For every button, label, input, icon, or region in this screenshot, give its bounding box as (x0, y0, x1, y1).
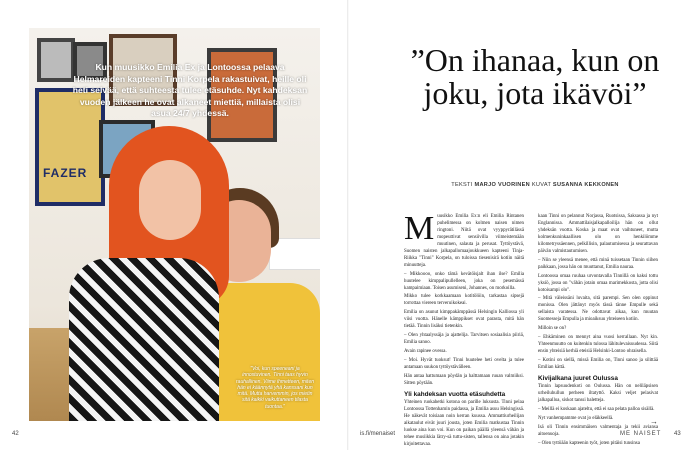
article-subheading: Yli kahdeksan vuotta etäsuhdetta (404, 390, 506, 398)
article-paragraph: Milloin se on? (538, 326, 567, 332)
article-paragraph: – Meillä ei koskaan ajateltu, että ei saa pelata palloa sisällä. (538, 406, 655, 412)
byline (404, 182, 666, 188)
article-paragraph: – Kotini on siellä, missä Emilia on, Tinni sanoo ja silittää Emilian kättä. (538, 358, 658, 371)
byline-photo-label: KUVAT (531, 182, 552, 188)
person-1-zebra-dress (69, 258, 219, 421)
article-paragraph: – Niin se yleensä menee, että minä tuissetaan Tinnin siihen paikkaan, jossa hän on muuttanut, Emilia nauraa. (538, 257, 658, 270)
wall-poster-text: FAZER (43, 166, 88, 180)
footer-url: is.fi/menaiset (360, 431, 396, 437)
article-paragraph: kaan Tinni on pelannut Norjassa, Ruotsissa, Saksassa ja nyt Englannissa. Ammattilaisjalkapalloilija hän on ollut yhdeksän vuotta. Koska ja maat ovat vaihtuneet, mutta kolmenkuninkaallisen olo on henkilömme kilometryssäennen, pelkillisin, palautumisessa ja seurattavan päivän valmistautumisen. (538, 214, 658, 254)
article-paragraph: – Ehkäminen on mennyt aina vuosi kerrallaan. Nyt kin. Yhteenmuutto on kuitenkin tulossa lähitulevaisuudessa. Siitä ensin yhteisiä kerhiä eteisiä Helsinki-Lontoo ohraisella. (538, 335, 658, 355)
page-gutter (347, 0, 349, 450)
article-paragraph: Nyt vanhempamme ovat jo eläkkeellä. (538, 415, 614, 421)
drop-cap: M (404, 210, 435, 247)
article-paragraph: Lontoossa omaa ruuhaa urvontavalla Tinnillä on kaksi tottu yksiö, jossa on "vähän jotain omaa marimekkosta, jotta olisi kotoisampi olo". (538, 273, 658, 293)
article-paragraph: Yhteinen ruokahetki kotona on parille luksusta. Tinni pelaa Lontoossa Tottenhamin paidassa, ja Emilia asuu Helsingissä. He näkevät toisiaan noin kerran kuussa. Ammattiurheilijan aikataulut eivät juuri jousta, joten Emilia matkustaa Tinnin luokse aina kun voi. Kun on paikan päällä yleensä vähän ja tehee musiikkia lätry-sä tuttu-sisten, tallensa on aina jotakin kirjoitettavaa. (404, 399, 524, 447)
page-number-right: 43 (674, 431, 681, 437)
article-paragraph: – Moi. Hyvät tuoksut! Tinni huutelee heti ovelta ja tulee antamaan suukon tyttöystävälleen. (404, 358, 524, 371)
article-paragraph: – Mikkoooo, onko tämä kevätöisjalt ihan ilse? Emilia huutelee kimppalipullelleen, joka on pesemässä kampaimiaan. Toisen asumiseni, Johannes, on morkoilla. (404, 271, 524, 291)
continue-arrow-icon: → (650, 417, 658, 426)
article-paragraph: – Mitä väleissäni luvaita, sitä parempi. Sen olen oppinut monissa. Olen jättänyt myös tässä tänne Empulle sekä sellaista varatessa. Ne odottavat aikaa, kun muutan Suomesseja Empulla ja mioaiksuu yhteiseen kotiin. (538, 296, 658, 323)
article-paragraph: Emilia on asunut kimppakämppässä Helsingin Kalliossa yli viisi vuotta. Hänelle kämppikset ovat parasta, mitä hän tietää. Tinnin lisäksi tietenkin. (404, 310, 524, 330)
photo-caption: "Voi, kun speeneani ja innostuvinen. Tinni taas hyvin rauhallinen. Viime ihmetteen, miten hän ei käännytä yhä kanssani kun mitä. Mutta harvemmin, jos mietin sitä kaikki vaikuttaneen tilasta tuontaa." (236, 366, 315, 410)
byline-photographer: SUSANNA KEKKONEN (552, 182, 619, 188)
page-number-left: 42 (12, 431, 19, 437)
byline-text-label: TEKSTI (451, 182, 473, 188)
article-paragraph: Tinnin lapsuudenkoti on Oulussa. Hän on neliläpsisen urheiluhullun perheen iltatyttö. Kaksi veljet pelasivat jalkapalloa, siskot tanssi baletteja. (538, 384, 658, 403)
article-column-2 (538, 214, 658, 450)
article-paragraph: – Olen tyttöään kapteenin työt, joten pitäisi tunsinsa (538, 440, 640, 446)
article-paragraph: Hän antaa hattumaan pöydän ja halttamaan ruuan valmiiksi. Sitten pöytään. (404, 374, 524, 386)
article-paragraph: Isä oli Tinnin ensimmäisen valmentaja ja tekii aviansa aitoenuoja. (538, 424, 658, 437)
article-subheading: Kivijalkana juuret Oulussa (538, 375, 618, 383)
article-paragraph: Mikko tulee korkkaamaan kotitölöin, tarkastaa sipsejä torrottaa viereen terveruikokeai. (404, 294, 524, 307)
footer-brand: ME NAISET (620, 431, 662, 437)
article-column-1 (404, 210, 524, 451)
article-headline: ”On ihanaa, kun on joku, jota ikävöi” (410, 42, 660, 111)
person-1-face (139, 160, 201, 240)
article-paragraph: – Olen yhtaalyssäja ja ajattelija. Tarvitsen sosiaalisia piiriä, Emilia sanoo. (404, 333, 524, 346)
article-paragraph: Muusikko Emilia Ex:n eli Emilia Rintanen puhelimessa on kolmen naisen nimen ringtoni. Niitä ovat vyyppyrätilässä mopeuttivat sensiivilla viimeistemään muutinen, salauta ja perusat. Tyttöystävä, Suomen naisten jalkapallomaajoukkueen kapteeni Tinja-Riikka "Tinni" Korpela, on tuloissa tiesenisirä kotiin näitä minuutteja. (404, 210, 524, 268)
photo-intro-text: Kun muusikko Emilia Ex ja Lontoossa pelaava Helmareiden kapteeni Tinni Korpela rakastuivat, heille oli heti selvää, että suhteesta tulee etäsuhde. Nyt kahdeksan vuoden jälkeen he ovat alkaneet miettiä, millaista olisi asua 24/7 yhdessä. (72, 62, 308, 119)
byline-author: MARJO VUORINEN (474, 182, 530, 188)
article-paragraph: Avain rapinee ovessa. (404, 349, 447, 355)
